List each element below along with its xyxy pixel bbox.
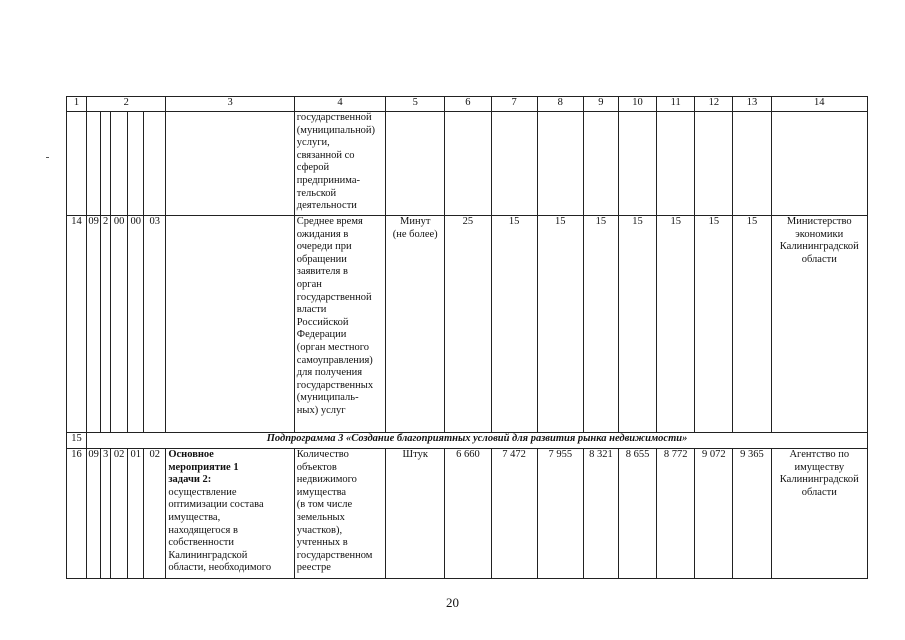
header-col-11: 11 bbox=[657, 97, 695, 112]
header-col-1: 1 bbox=[67, 97, 87, 112]
value-cell: 7 955 bbox=[537, 449, 583, 579]
header-col-13: 13 bbox=[733, 97, 771, 112]
value-cell: 8 655 bbox=[618, 449, 656, 579]
code-cell: 3 bbox=[101, 449, 111, 579]
unit-cell: Минут (не более) bbox=[386, 216, 445, 433]
code-cell: 02 bbox=[144, 449, 166, 579]
value-cell: 9 365 bbox=[733, 449, 771, 579]
value-cell: 15 bbox=[583, 216, 618, 433]
header-col-7: 7 bbox=[491, 97, 537, 112]
value-cell: 15 bbox=[618, 216, 656, 433]
header-col-2: 2 bbox=[87, 97, 166, 112]
code-cell: 00 bbox=[128, 216, 144, 433]
header-col-8: 8 bbox=[537, 97, 583, 112]
value-cell: 15 bbox=[491, 216, 537, 433]
header-col-5: 5 bbox=[386, 97, 445, 112]
unit-cell: Штук bbox=[386, 449, 445, 579]
executor-cell: Министерство экономики Калининградской области bbox=[771, 216, 867, 433]
row-number: 16 bbox=[67, 449, 87, 579]
code-cell: 09 bbox=[87, 216, 101, 433]
value-cell: 15 bbox=[733, 216, 771, 433]
header-col-3: 3 bbox=[166, 97, 294, 112]
table-row bbox=[67, 112, 868, 216]
row-number: 14 bbox=[67, 216, 87, 433]
measure-heading: Основное мероприятие 1 задачи 2: bbox=[168, 449, 239, 486]
header-col-14: 14 bbox=[771, 97, 867, 112]
indicator-cell: Среднее время ожидания в очереди при обращении заявителя в орган государственной власти Российской Федерации (орган местного самоуправления) для получения государственных (муниципаль- ных) услуг bbox=[294, 216, 385, 433]
page-number: 20 bbox=[446, 595, 459, 610]
subprogram-title: Подпрограмма 3 «Создание благоприятных условий для развития рынка недвижимости» bbox=[87, 433, 868, 449]
row-number: 15 bbox=[67, 433, 87, 449]
header-row bbox=[67, 97, 868, 112]
code-cell: 03 bbox=[144, 216, 166, 433]
header-col-10: 10 bbox=[618, 97, 656, 112]
value-cell: 15 bbox=[657, 216, 695, 433]
measure-cell bbox=[166, 449, 294, 579]
measure-description: осуществление оптимизации состава имущества, находящегося в собственности Калининградской области, необходимого bbox=[168, 486, 272, 574]
value-cell: 6 660 bbox=[445, 449, 491, 579]
code-cell: 01 bbox=[128, 449, 144, 579]
indicator-cell: Количество объектов недвижимого имущества (в том числе земельных участков), учтенных в государственном реестре bbox=[294, 449, 385, 579]
header-col-9: 9 bbox=[583, 97, 618, 112]
code-cell: 02 bbox=[111, 449, 128, 579]
scan-mark bbox=[46, 157, 49, 158]
value-cell: 9 072 bbox=[695, 449, 733, 579]
code-cell: 2 bbox=[101, 216, 111, 433]
table-row bbox=[67, 449, 868, 579]
header-col-12: 12 bbox=[695, 97, 733, 112]
value-cell: 8 321 bbox=[583, 449, 618, 579]
value-cell: 25 bbox=[445, 216, 491, 433]
executor-cell: Агентство по имуществу Калининградской области bbox=[771, 449, 867, 579]
value-cell: 15 bbox=[695, 216, 733, 433]
section-row bbox=[67, 433, 868, 449]
header-col-4: 4 bbox=[294, 97, 385, 112]
header-col-6: 6 bbox=[445, 97, 491, 112]
table-row bbox=[67, 216, 868, 433]
indicator-cell: государственной (муниципальной) услуги, связанной со сферой предпринима- тельской деятельности bbox=[294, 112, 385, 216]
value-cell: 15 bbox=[537, 216, 583, 433]
code-cell: 00 bbox=[111, 216, 128, 433]
indicators-table bbox=[66, 96, 868, 579]
value-cell: 8 772 bbox=[657, 449, 695, 579]
code-cell: 09 bbox=[87, 449, 101, 579]
value-cell: 7 472 bbox=[491, 449, 537, 579]
